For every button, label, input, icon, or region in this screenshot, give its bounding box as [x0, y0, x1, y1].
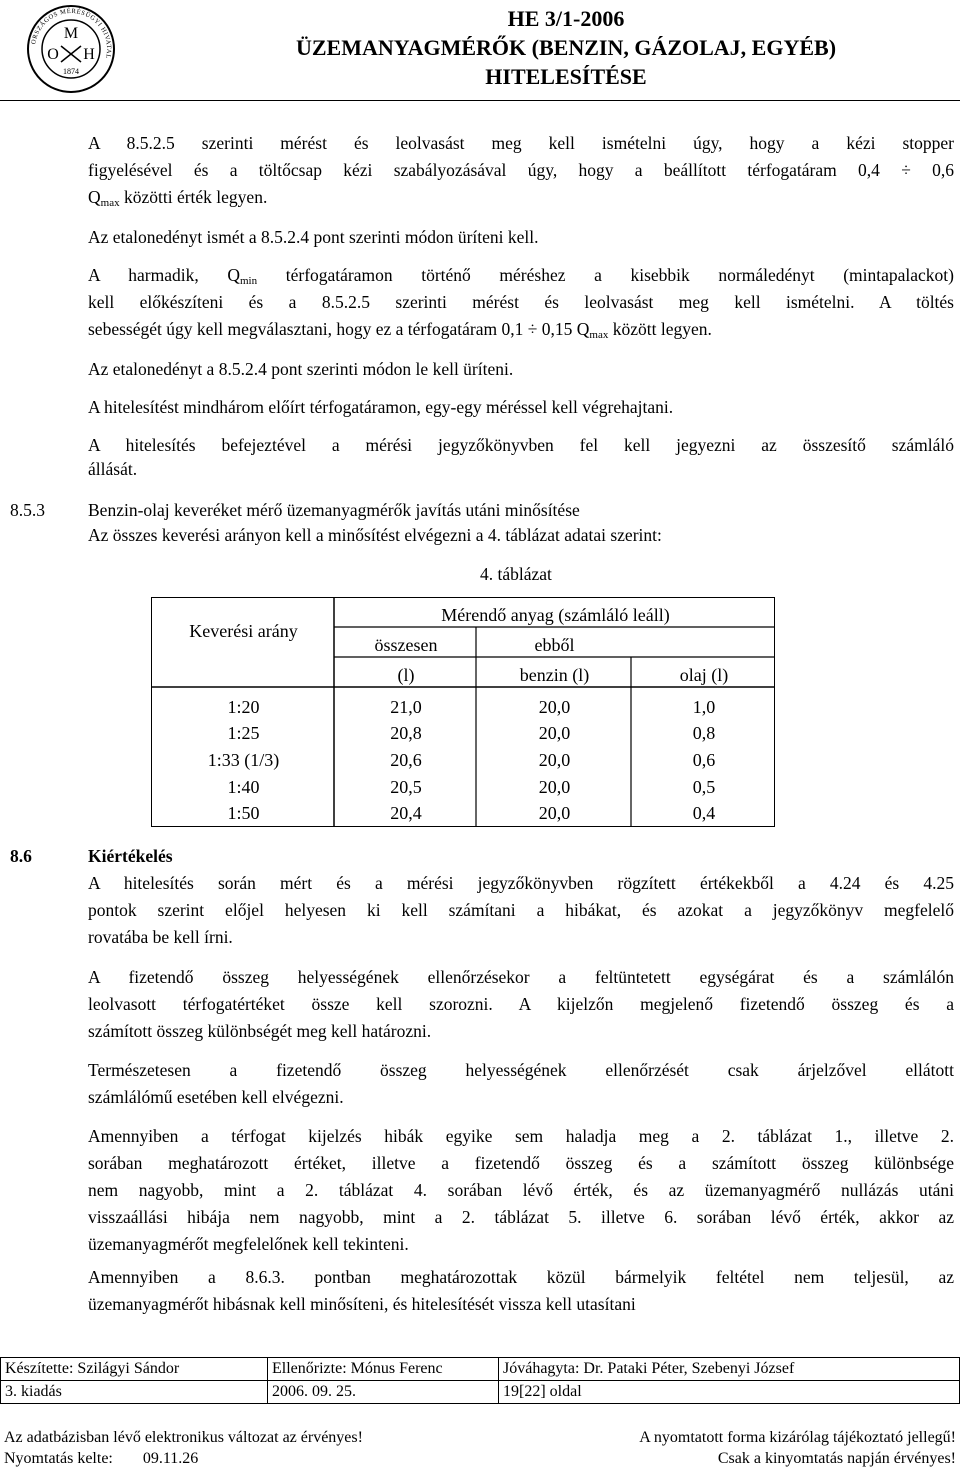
- table-cell-total: 20,4: [390, 803, 422, 823]
- table-cell-olaj: 1,0: [692, 697, 716, 717]
- table-unit-benzin: benzin (l): [519, 665, 590, 685]
- logo-year: 1874: [63, 67, 79, 76]
- paragraph-line: számlálómű esetében kell elvégezni.: [88, 1087, 344, 1107]
- table-header-ratio: Keverési arány: [189, 621, 298, 641]
- paragraph-line: Az etalonedényt a 8.5.2.4 pont szerinti módon le kell üríteni.: [88, 359, 514, 379]
- paragraph-line: pontok szerint előjel helyesen ki kell számítani a hibákat, és azokat a jegyzőkönyv megfelelő: [88, 900, 954, 920]
- table-header-total: összesen: [374, 635, 438, 655]
- text-run: A harmadik, Q: [88, 265, 240, 285]
- table-cell-total: 21,0: [390, 697, 422, 717]
- paragraph-line: számított összeg különbségét meg kell határozni.: [88, 1021, 432, 1041]
- table-unit-total: (l): [397, 665, 415, 685]
- footnote-valid-print-day: Csak a kinyomtatás napján érvényes!: [717, 1450, 956, 1467]
- table-cell-ratio: 1:50: [227, 803, 260, 823]
- table-unit-olaj: olaj (l): [679, 665, 729, 685]
- paragraph-line: üzemanyagmérőt hibásnak kell minősíteni, és hitelesítését vissza kell utasítani: [88, 1294, 636, 1314]
- table-cell-benzin: 20,0: [538, 750, 571, 770]
- paragraph-line: állását.: [88, 459, 138, 479]
- table-cell-ratio: 1:25: [227, 723, 260, 743]
- paragraph-line: visszaállási hibája nem nagyobb, mint a 2. táblázat 5. illetve 6. sorában lévő érték, akkor az: [88, 1207, 954, 1227]
- footer-checked-by: Ellenőrizte: Mónus Ferenc: [268, 1358, 499, 1381]
- table-cell-benzin: 20,0: [538, 777, 571, 797]
- footer-made-by: Készítette: Szilágyi Sándor: [1, 1358, 268, 1381]
- section-number: 8.5.3: [10, 500, 45, 520]
- footer-edition: 3. kiadás: [1, 1381, 268, 1404]
- paragraph-line: [88, 186, 954, 215]
- paragraph-line: leolvasott térfogatértéket össze kell szorozni. A kijelzőn megjelenő fizetendő összeg és a: [88, 994, 954, 1014]
- paragraph-line: üzemanyagmérőt megfelelőnek kell tekinteni.: [88, 1234, 409, 1254]
- logo-letter-m: M: [63, 25, 79, 42]
- paragraph-line: Amennyiben a térfogat kijelzés hibák egyike sem haladja meg a 2. táblázat 1., illetve 2.: [88, 1126, 954, 1146]
- section-title: Benzin-olaj keveréket mérő üzemanyagmérők javítás utáni minősítése: [88, 500, 580, 520]
- subscript: min: [240, 275, 258, 287]
- table-cell-olaj: 0,6: [692, 750, 716, 770]
- footer-date: 2006. 09. 25.: [268, 1381, 499, 1404]
- title-line-2: ÜZEMANYAGMÉRŐK (BENZIN, GÁZOLAJ, EGYÉB): [295, 35, 837, 60]
- paragraph-line: A 8.5.2.5 szerinti mérést és leolvasást meg kell ismételni úgy, hogy a kézi stopper: [88, 133, 954, 153]
- footnote-print-date: [4, 1449, 198, 1469]
- paragraph-line: kell előkészíteni és a 8.5.2.5 szerinti mérést és leolvasást meg kell ismételni. A töltés: [88, 292, 954, 312]
- table-cell-olaj: 0,5: [692, 777, 716, 797]
- table-cell-total: 20,5: [390, 777, 422, 797]
- footer-page: 19[22] oldal: [499, 1381, 960, 1404]
- mixing-ratio-table: [151, 597, 775, 827]
- logo-ring-text: ORSZÁGOS MÉRÉSÜGYI HIVATAL: [30, 7, 113, 60]
- table-header-of-which: ebből: [534, 635, 575, 655]
- q-symbol: Q: [88, 187, 101, 207]
- table-cell-total: 20,6: [390, 750, 422, 770]
- footnote-printed-informative: A nyomtatott forma kizárólag tájékoztató jellegű!: [639, 1429, 956, 1446]
- table-header-material: Mérendő anyag (számláló leáll): [441, 605, 670, 625]
- paragraph-line: A hitelesítés során mért és a mérési jegyzőkönyvben rögzített értékekből a 4.24 és 4.25: [88, 873, 954, 893]
- text-run: térfogatáramon történő méréshez a kisebbik normáledényt (mintapalackot): [257, 265, 954, 285]
- table-row: [1, 1381, 960, 1404]
- print-date-value: 09.11.26: [142, 1450, 199, 1467]
- table-cell-benzin: 20,0: [538, 697, 571, 717]
- table-caption: 4. táblázat: [480, 564, 552, 584]
- paragraph-line: nem nagyobb, mint a 2. táblázat 4. sorában lévő érték, és az üzemanyagmérő nullázás utáni: [88, 1180, 954, 1200]
- paragraph-line: A fizetendő összeg helyességének ellenőrzésekor a feltüntetett egységárat és a számlálón: [88, 967, 954, 987]
- text-run: között legyen.: [608, 319, 712, 339]
- paragraph-line: Természetesen a fizetendő összeg helyességének ellenőrzését csak árjelzővel ellátott: [88, 1060, 954, 1080]
- table-cell-benzin: 20,0: [538, 723, 571, 743]
- title-line-3: HITELESÍTÉSE: [485, 64, 647, 89]
- footer-table: [0, 1357, 960, 1404]
- footer-approved-by: Jóváhagyta: Dr. Pataki Péter, Szebenyi József: [499, 1358, 960, 1381]
- paragraph-line: figyelésével és a töltőcsap kézi szabályozásával úgy, hogy a beállított térfogatáram 0,4 ÷ 0,6: [88, 160, 954, 180]
- omh-logo-icon: [26, 4, 116, 94]
- paragraph-line: Az etalonedényt ismét a 8.5.2.4 pont szerinti módon üríteni kell.: [88, 227, 539, 247]
- title-line-1: HE 3/1-2006: [507, 6, 625, 31]
- section-number: 8.6: [10, 846, 32, 866]
- paragraph-line: [88, 264, 954, 293]
- paragraph-line: A hitelesítést mindhárom előírt térfogatáramon, egy-egy méréssel kell végrehajtani.: [88, 397, 674, 417]
- paragraph-line: A hitelesítés befejeztével a mérési jegyzőkönyvben fel kell jegyezni az összesítő számláló: [88, 435, 954, 455]
- footnote-electronic-valid: Az adatbázisban lévő elektronikus változat az érvényes!: [4, 1429, 363, 1446]
- table-cell-olaj: 0,8: [692, 723, 716, 743]
- section-title: Kiértékelés: [88, 846, 173, 866]
- logo-letter-h: H: [83, 46, 95, 63]
- subscript: max: [100, 197, 120, 209]
- table-cell-ratio: 1:20: [227, 697, 260, 717]
- section-text: Az összes keverési arányon kell a minősítést elvégezni a 4. táblázat adatai szerint:: [88, 525, 662, 545]
- table-cell-olaj: 0,4: [692, 803, 716, 823]
- paragraph-line: rovatába be kell írni.: [88, 927, 233, 947]
- logo-letter-o: O: [47, 46, 59, 63]
- table-cell-ratio: 1:40: [227, 777, 260, 797]
- table-row: [1, 1358, 960, 1381]
- text-run: sebességét úgy kell megválasztani, hogy ez a térfogatáram 0,1 ÷ 0,15 Q: [88, 319, 590, 339]
- document-title: [200, 4, 932, 91]
- header-divider: [0, 100, 960, 101]
- page-header: [0, 0, 960, 100]
- subscript: max: [589, 329, 609, 341]
- paragraph-line: Amennyiben a 8.6.3. pontban meghatározottak közül bármelyik feltétel nem teljesül, az: [88, 1267, 954, 1287]
- text-run: közötti érték legyen.: [119, 187, 268, 207]
- print-date-label: Nyomtatás kelte:: [4, 1450, 113, 1467]
- table-cell-ratio: 1:33 (1/3): [207, 750, 280, 770]
- table-cell-benzin: 20,0: [538, 803, 571, 823]
- paragraph-line: sorában meghatározott értéket, illetve a fizetendő összeg és a számított összeg különbsége: [88, 1153, 954, 1173]
- paragraph-line: [88, 318, 954, 347]
- table-cell-total: 20,8: [390, 723, 422, 743]
